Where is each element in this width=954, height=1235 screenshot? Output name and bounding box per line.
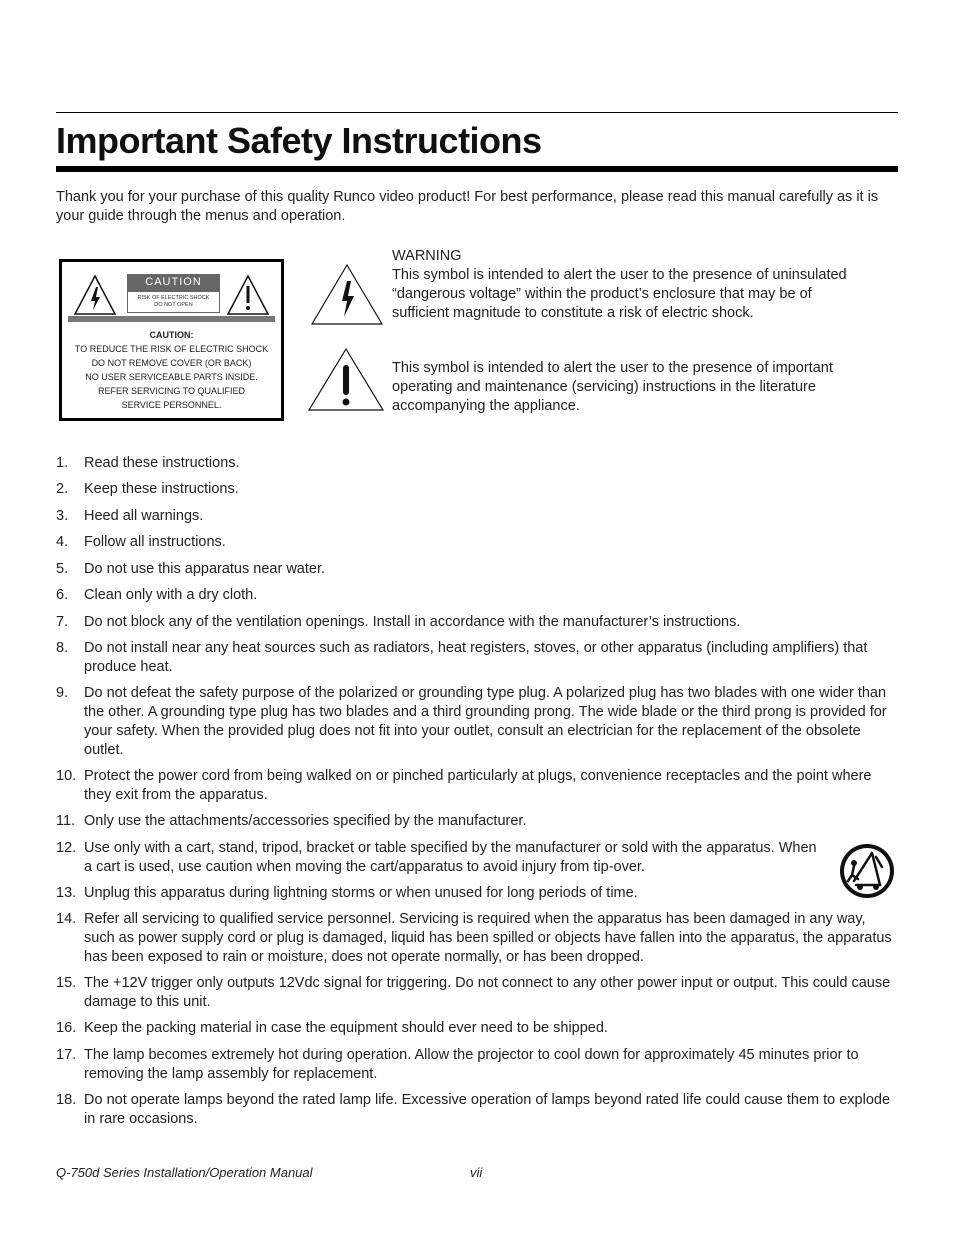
- caution-line: NO USER SERVICEABLE PARTS INSIDE.: [85, 372, 258, 382]
- list-item-text: Only use the attachments/accessories specified by the manufacturer.: [84, 813, 527, 829]
- list-item-number: 4.: [56, 534, 69, 550]
- list-item-number: 17.: [56, 1047, 77, 1063]
- list-item-text: The +12V trigger only outputs 12Vdc signal for triggering. Do not connect to any other power input or output. This could cause damage to this unit.: [84, 975, 891, 1010]
- list-item-text: Keep the packing material in case the equipment should ever need to be shipped.: [84, 1020, 608, 1036]
- caution-sub-line2: DO NOT OPEN: [154, 301, 193, 308]
- list-item-text: Do not block any of the ventilation openings. Install in accordance with the manufacturer’s instructions.: [84, 614, 741, 630]
- list-item-number: 18.: [56, 1092, 77, 1108]
- list-item-text: Do not use this apparatus near water.: [84, 561, 326, 577]
- exclamation-triangle-icon: [307, 347, 385, 413]
- list-item-number: 15.: [56, 975, 77, 991]
- lightning-bolt-triangle-icon: [310, 263, 384, 327]
- list-item-number: 5.: [56, 561, 69, 577]
- list-item-text: Do not install near any heat sources such as radiators, heat registers, stoves, or other apparatus (including amplifiers) that produce heat.: [84, 640, 868, 675]
- caution-label: [59, 259, 284, 421]
- list-item-number: 10.: [56, 768, 77, 784]
- list-item-text: Follow all instructions.: [84, 534, 226, 550]
- list-item-text: Heed all warnings.: [84, 508, 204, 524]
- list-item-text: Do not defeat the safety purpose of the polarized or grounding type plug. A polarized plug has two blades with one wider than the other. A grounding type plug has two blades and a third grounding prong. The wide blade or the third prong is provided for your safety. When the provided plug does not fit into your outlet, consult an electrician for the replacement of the obsolete outlet.: [84, 685, 887, 758]
- list-item-text: Protect the power cord from being walked on or pinched particularly at plugs, convenience receptacles and the point where they exit from the apparatus.: [84, 768, 872, 803]
- list-item-number: 13.: [56, 885, 77, 901]
- caution-line: DO NOT REMOVE COVER (OR BACK): [91, 358, 252, 368]
- list-item-number: 12.: [56, 840, 77, 856]
- caution-label-top: [68, 268, 275, 316]
- warning-voltage-text: This symbol is intended to alert the user to the presence of uninsulated “dangerous voltage” within the product’s enclosure that may be of sufficient magnitude to constitute a risk of electric shock.: [392, 267, 847, 321]
- exclamation-triangle-icon: [226, 274, 270, 316]
- list-item-text: The lamp becomes extremely hot during operation. Allow the projector to cool down for approximately 45 minutes prior to removing the lamp assembly for replacement.: [84, 1047, 859, 1082]
- list-item-number: 14.: [56, 911, 77, 927]
- list-item-text: Use only with a cart, stand, tripod, bracket or table specified by the manufacturer or sold with the apparatus. When a cart is used, use caution when moving the cart/apparatus to avoid injury from tip-over.: [84, 840, 817, 875]
- warning-heading: WARNING: [392, 248, 462, 264]
- page-title: Important Safety Instructions: [56, 120, 542, 161]
- lightning-bolt-triangle-icon: [73, 274, 117, 316]
- caution-line: TO REDUCE THE RISK OF ELECTRIC SHOCK: [74, 344, 269, 354]
- cart-tip-over-icon: [838, 843, 896, 899]
- caution-label-inner: [68, 268, 275, 412]
- list-item-number: 1.: [56, 455, 69, 471]
- list-item-text: Unplug this apparatus during lightning storms or when unused for long periods of time.: [84, 885, 638, 901]
- list-item-number: 11.: [56, 813, 76, 829]
- caution-head: CAUTION:: [149, 330, 194, 340]
- list-item-text: Refer all servicing to qualified service personnel. Servicing is required when the apparatus has been damaged in any way, such as power supply cord or plug is damaged, liquid has been spilled or objects have fallen into the apparatus, the apparatus has been exposed to rain or moisture, does not operate normally, or has been dropped.: [84, 911, 892, 965]
- caution-sub-line1: RISK OF ELECTRIC SHOCK: [137, 295, 210, 301]
- footer-page-number: vii: [470, 1165, 483, 1180]
- intro-paragraph: Thank you for your purchase of this quality Runco video product! For best performance, please read this manual carefully as it is your guide through the menus and operation.: [56, 189, 879, 224]
- list-item-number: 6.: [56, 587, 69, 603]
- list-item-number: 7.: [56, 614, 69, 630]
- list-item-text: Keep these instructions.: [84, 481, 239, 497]
- list-item-text: Do not operate lamps beyond the rated lamp life. Excessive operation of lamps beyond rated life could cause them to explode in rare occasions.: [84, 1092, 891, 1127]
- caution-label-subtext: [127, 291, 220, 313]
- warning-instructions-text: This symbol is intended to alert the user to the presence of important operating and maintenance (servicing) instructions in the literature accompanying the appliance.: [392, 360, 833, 414]
- list-item-number: 9.: [56, 685, 69, 701]
- list-item-number: 16.: [56, 1020, 77, 1036]
- caution-line: REFER SERVICING TO QUALIFIED: [97, 386, 246, 396]
- footer-manual-title: Q-750d Series Installation/Operation Manual: [56, 1165, 313, 1180]
- list-item-number: 3.: [56, 508, 69, 524]
- title-rule: [56, 166, 898, 172]
- caution-label-title: CAUTION: [127, 274, 220, 291]
- top-rule: [56, 112, 898, 113]
- list-item-text: Read these instructions.: [84, 455, 240, 471]
- warning-voltage-block: [392, 247, 852, 323]
- list-item-number: 8.: [56, 640, 69, 656]
- list-item-text: Clean only with a dry cloth.: [84, 587, 258, 603]
- list-item-number: 2.: [56, 481, 69, 497]
- caution-line: SERVICE PERSONNEL.: [121, 400, 222, 410]
- caution-label-text: [68, 322, 275, 412]
